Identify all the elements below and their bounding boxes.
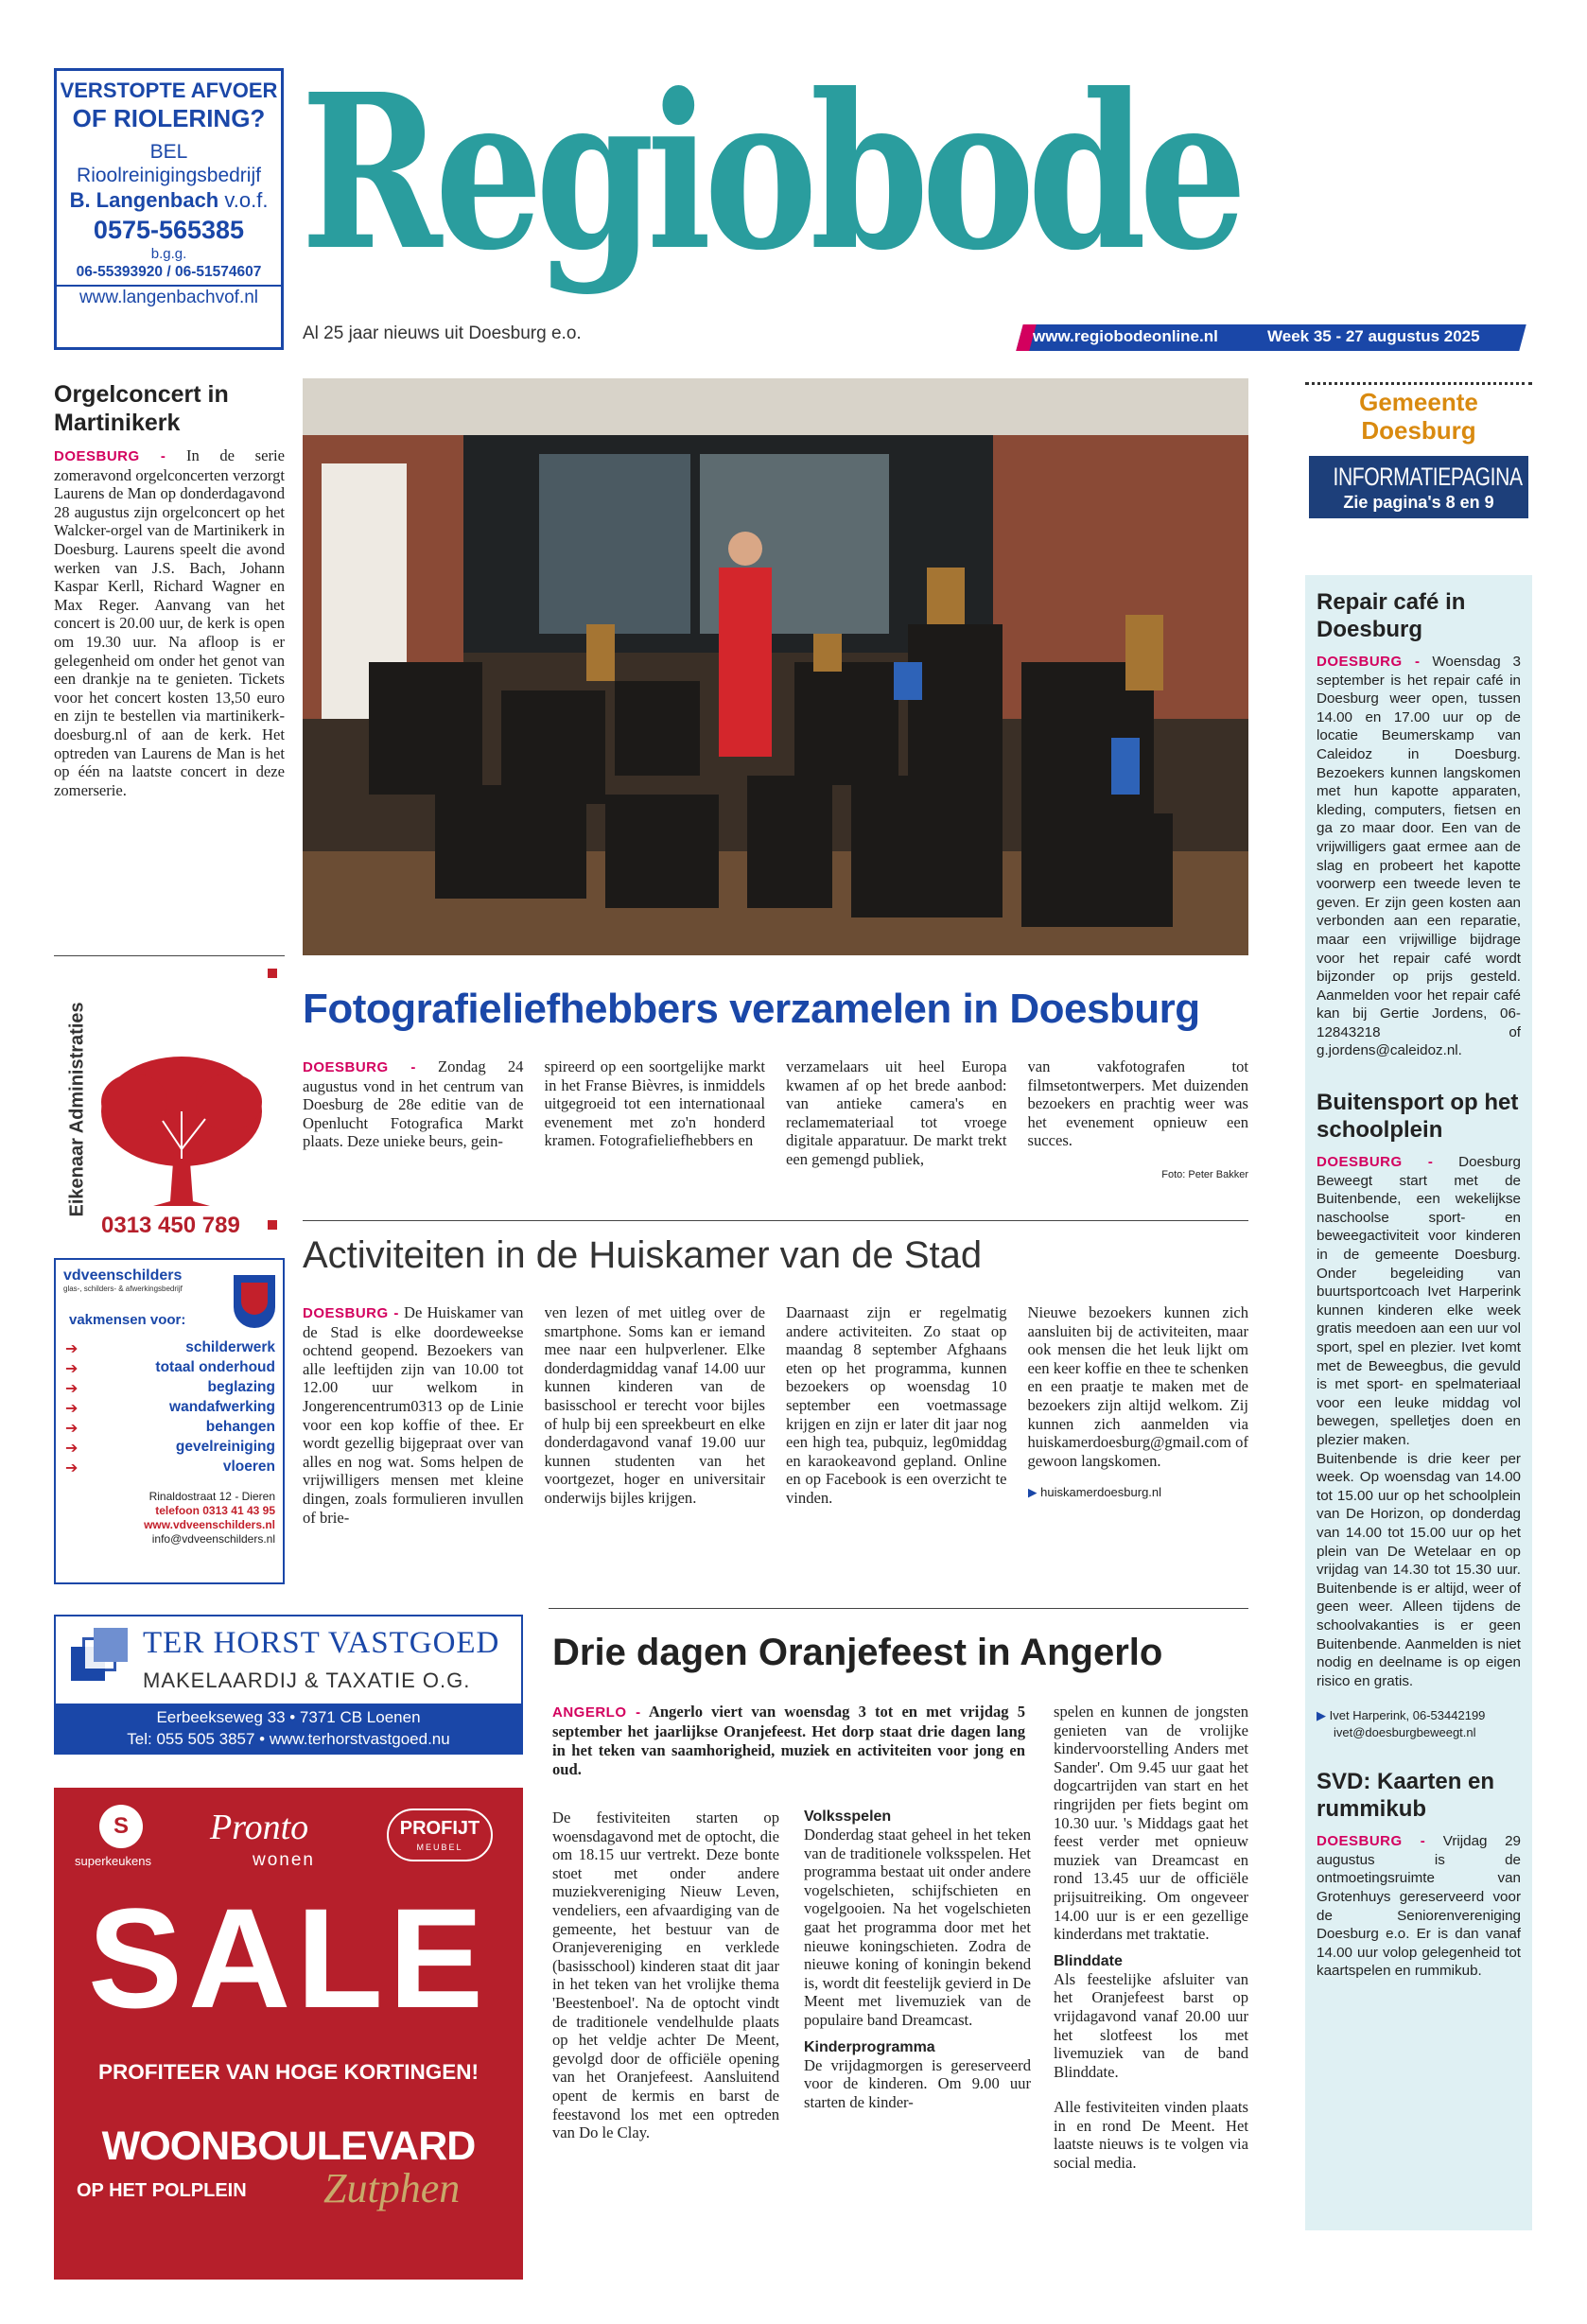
- huiskamer-col: Nieuwe bezoekers kunnen zich aansluiten bij de activiteiten, maar ook mensen die het leuk lijkt om een keer koffie en thee te schenken en een praatje te maken met de bezoekers zijn altijd welkom. Zij kunnen zich aanmelden via huiskamerdoesburg@gmail.com of gewoon langskomen.: [1027, 1303, 1248, 1470]
- brand-pronto-sub: wonen: [253, 1850, 315, 1870]
- link-arrow-icon: ▶: [1317, 1708, 1326, 1723]
- oranje-sub2: Kinderprogramma: [804, 2038, 935, 2055]
- masthead-url[interactable]: www.regiobodeonline.nl: [1033, 327, 1218, 345]
- gemeente-title1: Gemeente: [1359, 388, 1478, 416]
- foto-place: DOESBURG -: [303, 1059, 416, 1075]
- vdveen-email[interactable]: info@vdveenschilders.nl: [151, 1532, 275, 1546]
- brand-profijt: [387, 1809, 493, 1861]
- oranje-place: ANGERLO -: [552, 1704, 641, 1721]
- riool-ad: [54, 68, 284, 350]
- eikenaar-phone: 0313 450 789: [101, 1213, 240, 1238]
- buitensport-title: Buitensport op het schoolplein: [1317, 1090, 1519, 1144]
- orgel-body: In de serie zomeravond orgelconcerten verzorgt Laurens de Man op donderdagavond 28 augustus zijn orgelconcert op het Walcker-orgel van de Martinikerk in Doesburg. Laurens speelt die avond werken van J.S. Bach, Johann Kaspar Kerll, Richard Wagner en Max Reger. Aanvang van het concert is 20.00 uur, de kerk is open om 19.30 uur. Na afloop is er gelegenheid om onder het genot van een drankje na te genieten. Tickets voor het concert kosten 13,50 euro en zijn te bestellen via martinikerk-doesburg.nl of aan de kerk. Het optreden van Laurens de Man is het op één na laatste concert in deze zomerserie.: [54, 446, 285, 799]
- woonboulevard-op: OP HET POLPLEIN: [77, 2180, 247, 2201]
- eikenaar-square: [268, 1220, 277, 1230]
- sale-ad: [54, 1788, 523, 2280]
- vdveen-sub: glas-, schilders- & afwerkingsbedrijf: [63, 1284, 183, 1293]
- vdveen-service: behangen: [205, 1419, 275, 1435]
- oranje-lead: [552, 1703, 1025, 1779]
- vdveen-service: totaal onderhoud: [155, 1359, 275, 1375]
- gemeente-badge-label: INFORMATIEPAGINA: [1333, 463, 1523, 491]
- tree-icon: [96, 1045, 267, 1225]
- oranje-col1-text: De festiviteiten starten op woensdagavond met de optocht, die om 18.15 uur vertrekt. Deze bonte stoet met onder andere muziekvereniging Nieuw Leven, vendeliers, een afvaardiging van de gemeente, het bestuur van de Oranjevereniging en verklede (basisschool) kinderen staat dit jaar in het teken van het vrolijke thema 'Beestenboel'. Na de optocht vindt de traditionele vendelhulde plaats op het veldje achter De Meent, gevolgd door de officiële opening van het Oranjefeest. Aansluitend opent de kermis en barst de feestavond los met een optreden van Do le Clay.: [552, 1809, 779, 2142]
- repair-title: Repair café in Doesburg: [1317, 589, 1466, 642]
- sale-headline: SALE: [87, 1878, 490, 2037]
- brand-superkeukens: superkeukens: [75, 1854, 151, 1868]
- vdveen-intro: vakmensen voor:: [69, 1312, 186, 1328]
- vdveen-name: vdveenschilders: [63, 1267, 183, 1284]
- oranje-col3a: spelen en kunnen de jongsten genieten van de vrolijke kindervoorstelling Anders met Sander'. Om 9.45 uur gaat het dogcartrijden van start en het ringrijden per fiets begint om 10.30 uur. 's Middags gaat het feest verder met opnieuw muziek van Dreamcast en rond 13.45 uur de officiële prijsuitreiking. Om ongeveer 14.00 uur is er een gezellige kinderdans met traktatie.: [1054, 1703, 1248, 1944]
- foto-col: van vakfotografen tot filmsetontwerpers. Met duizenden bezoekers en prachtig weer was het evenement opnieuw een succes.: [1027, 1057, 1248, 1150]
- repair-place: DOESBURG -: [1317, 654, 1421, 670]
- oranje-col3b: Als feestelijke afsluiter van het Oranjefeest barst op vrijdagavond vanaf 20.00 uur het slotfeest los met livemuziek van de band Blinddate.: [1054, 1969, 1248, 2081]
- oranje-col2: [804, 1809, 1031, 2111]
- huiskamer-col: Daarnaast zijn er regelmatig andere activiteiten. Zo staat op maandag 8 september Afghaans eten op het programma, kunnen bezoekers op woensdag 10 september een voetmassage krijgen en zijn er later dit jaar nog een high tea, pubquiz, leg0middag en karaokeavond gepland. Online en op Facebook is een overzicht te vinden.: [786, 1303, 1007, 1507]
- vdveen-services: [63, 1337, 275, 1477]
- terhorst-address: Eerbeekseweg 33 • 7371 CB Loenen: [156, 1708, 421, 1726]
- divider: [54, 955, 285, 956]
- huiskamer-col: De Huiskamer van de Stad is elke doordeweekse ochtend geopend. Bezoekers van alle leeftijden zijn van 10.00 tot 12.00 uur welkom in Jongerencentrum0313 op de Linie voor een kop koffie of thee. Er wordt gezellig bijgepraat over van alles en nog wat. Soms helpen de vrijwilligers mensen met kleine dingen, zoals formulieren invullen of brie-: [303, 1303, 524, 1527]
- oranje-col1: [552, 1809, 779, 2142]
- link-arrow-icon: ▶: [1027, 1485, 1038, 1500]
- building-icon: [71, 1634, 128, 1683]
- foto-body: [303, 1057, 1248, 1180]
- huiskamer-col: ven lezen of met uitleg over de smartphone. Soms kan er iemand mee naar een hulpverlener. Elke donderdagmiddag vanaf 14.00 uur kunnen kinderen van de basisschool er terecht voor bijles of hulp bij een spreekbeurt en elke donderdagavond vanaf 19.00 uur kunnen studenten van het voortgezet, hoger en universitair onderwijs bijles krijgen.: [544, 1303, 765, 1507]
- oranje-sub3: Blinddate: [1054, 1952, 1123, 1969]
- terhorst-ad: [54, 1615, 523, 1755]
- foto-col: verzamelaars uit heel Europa kwamen af op het brede aanbod: van antieke camera's en reclamemateriaal tot vroege digitale apparatuur. De markt trekt een gemengd publiek,: [786, 1057, 1007, 1168]
- terhorst-name: TER HORST VASTGOED: [143, 1626, 500, 1660]
- masthead-edition: Week 35 - 27 augustus 2025: [1267, 327, 1480, 345]
- svd-body: Vrijdag 29 augustus is de ontmoetingsruimte van Grotenhuys gereserveerd voor de Seniorenvereniging Doesburg e.o. Er is dan vanaf 14.00 uur volop gelegenheid tot kaartspelen en rummikub.: [1317, 1833, 1521, 1980]
- riool-ad-name: B. Langenbach: [69, 188, 219, 212]
- divider: [549, 1608, 1248, 1609]
- vdveen-service: gevelreiniging: [175, 1439, 275, 1455]
- buitensport-place: DOESBURG -: [1317, 1154, 1434, 1171]
- woonboulevard-city: Zutphen: [323, 2165, 461, 2211]
- foto-credit: Foto: Peter Bakker: [1161, 1168, 1248, 1180]
- eikenaar-ad: [54, 965, 285, 1249]
- woonboulevard: WOONBOULEVARD: [101, 2123, 476, 2169]
- huiskamer-link[interactable]: huiskamerdoesburg.nl: [1040, 1485, 1162, 1500]
- orgel-place: DOESBURG -: [54, 448, 166, 464]
- foto-col: spireerd op een soortgelijke markt in het Franse Bièvres, is inmiddels uitgegroeid tot een internationaal evenement met zo'n honderd kramen. Fotografieliefhebbers en: [544, 1057, 765, 1150]
- oranje-lead-text: Angerlo viert van woensdag 3 tot en met vrijdag 5 september het jaarlijkse Oranjefeest. Het dorp staat drie dagen lang in het teken van saamhorigheid, muziek en activiteiten voor jong en oud.: [552, 1703, 1026, 1778]
- vdveen-web[interactable]: www.vdveenschilders.nl: [144, 1518, 275, 1531]
- gemeente-see: Zie pagina's 8 en 9: [1343, 493, 1494, 512]
- eikenaar-name: Eikenaar Administraties: [66, 1002, 88, 1217]
- riool-ad-bgg: b.g.g.: [150, 246, 187, 262]
- vdveen-address: Rinaldostraat 12 - Dieren: [148, 1490, 275, 1503]
- gemeente-badge[interactable]: [1309, 456, 1528, 518]
- masthead-title: Regiobode: [301, 48, 1240, 298]
- riool-ad-line2: OF RIOLERING?: [72, 104, 266, 132]
- vdveen-service: beglazing: [207, 1379, 275, 1395]
- brand-profijt-sub: MEUBEL: [416, 1843, 463, 1852]
- huiskamer-body: [303, 1303, 1248, 1527]
- buitensport-contact1: Ivet Harperink, 06-53442199: [1329, 1708, 1486, 1723]
- oranje-col2b: De vrijdagmorgen is gereserveerd voor de kinderen. Om 9.00 uur starten de kinder-: [804, 2055, 1031, 2111]
- sale-tagline: PROFITEER VAN HOGE KORTINGEN!: [97, 2060, 480, 2084]
- vdveen-service: vloeren: [222, 1459, 275, 1475]
- vdveen-ad: [54, 1258, 285, 1584]
- huiskamer-title: Activiteiten in de Huiskamer van de Stad: [303, 1234, 983, 1276]
- arrow-icon: ➔ ➔ ➔ ➔ ➔ ➔ ➔: [65, 1341, 78, 1477]
- oranje-title: Drie dagen Oranjefeest in Angerlo: [552, 1632, 1163, 1673]
- riool-ad-mobiles: 06-55393920 / 06-51574607: [76, 264, 262, 280]
- vdveen-service: wandafwerking: [169, 1399, 275, 1415]
- orgel-article: [54, 380, 285, 799]
- buitensport-body2: Buitenbende is drie keer per week. Op woensdag van 14.00 tot 15.00 uur op het schoolplein van De Horizon, op donderdag van 14.00 tot 15.00 uur op het plein van De Wetelaar en op vrijdag van 14.30 tot 15.30 uur. Buitenbende is er altijd, weer of geen weer. Alleen tijdens de schoolvakanties is er geen Buitenbende. Aanmelden is niet nodig en deelname is op eigen risico en gratis.: [1317, 1450, 1521, 1689]
- foto-col: Zondag 24 augustus vond in het centrum van Doesburg de 28e editie van de Openlucht Fotografica Markt plaats. Deze unieke beurs, gein-: [303, 1057, 524, 1151]
- riool-ad-bel: BEL: [149, 141, 188, 163]
- huiskamer-place: DOESBURG -: [303, 1305, 399, 1321]
- masthead-tagline: Al 25 jaar nieuws uit Doesburg e.o.: [303, 323, 582, 343]
- orgel-title: Orgelconcert in Martinikerk: [54, 381, 229, 436]
- foto-title: Fotografieliefhebbers verzamelen in Doesburg: [303, 986, 1200, 1032]
- brand-pronto: Pronto: [210, 1808, 309, 1847]
- eikenaar-square: [268, 969, 277, 978]
- oranje-col2a: Donderdag staat geheel in het teken van de traditionele volksspelen. Het programma bestaat uit onder andere vogelschieten, schijfschieten en vogelgooien. Na het vogelschieten gaat het programma door met het nieuwe koningschieten. Zodra de nieuwe koning of koningin bekend is, wordt dit feestelijk gevierd in De Meent met livemuziek van de populaire band Dreamcast.: [804, 1826, 1031, 2029]
- riool-ad-company: Rioolreinigingsbedrijf: [77, 165, 261, 186]
- divider: [303, 1220, 1248, 1221]
- svd-title: SVD: Kaarten en rummikub: [1317, 1769, 1495, 1823]
- buitensport-contact2[interactable]: ivet@doesburgbeweegt.nl: [1334, 1725, 1476, 1740]
- svd-place: DOESBURG -: [1317, 1833, 1426, 1850]
- gemeente-title2: Doesburg: [1361, 416, 1476, 445]
- oranje-col3: [1054, 1703, 1248, 2173]
- oranje-col3c: Alle festiviteiten vinden plaats in en rond De Meent. Het laatste nieuws is te volgen via social media.: [1054, 2098, 1248, 2173]
- sidebar: [1305, 575, 1532, 2230]
- riool-ad-phone: 0575-565385: [93, 216, 245, 244]
- buitensport-body: Doesburg Beweegt start met de Buitenbende, een wekelijkse naschoolse sport- en beweegactiviteit voor kinderen in de gemeente Doesburg. Onder begeleiding van buurtsportcoach Ivet Harperink kunnen kinderen elke week gratis meedoen aan een uur vol sport, spel en plezier. Ivet komt met de Beweegbus, die gevuld is met sport- en spelmateriaal voor een leuke middag vol bewegen, spelletjes doen en plezier maken.: [1317, 1154, 1521, 1448]
- oranje-sub1: Volksspelen: [804, 1809, 892, 1825]
- riool-ad-line1: VERSTOPTE AFVOER: [60, 79, 278, 102]
- divider: [1305, 382, 1532, 385]
- fotomarkt-photo: [303, 378, 1248, 955]
- shield-icon: [234, 1275, 275, 1328]
- terhorst-sub: MAKELAARDIJ & TAXATIE O.G.: [143, 1669, 471, 1692]
- riool-ad-web: www.langenbachvof.nl: [57, 285, 281, 309]
- vdveen-service: schilderwerk: [185, 1339, 275, 1355]
- brand-profijt-label: PROFIJT: [399, 1818, 480, 1839]
- terhorst-contact: Tel: 055 505 3857 • www.terhorstvastgoed.nu: [127, 1730, 450, 1748]
- gemeente-box: [1305, 388, 1532, 518]
- riool-ad-suffix: v.o.f.: [224, 188, 269, 212]
- repair-body: Woensdag 3 september is het repair café in Doesburg weer open, tussen 14.00 en 17.00 uur op de locatie Beumerskamp van Caleidoz in Doesburg. Bezoekers kunnen langskomen met hun kapotte apparaten, kleding, computers, fietsen en ga zo maar door. Een van de vrijwilligers gaat ermee aan de slag en probeert het kapotte voorwerp een tweede leven te geven. Er zijn geen kosten aan verbonden aan een reparatie, maar een vrijwillige bijdrage voor het repair café wordt bijzonder op prijs gesteld. Aanmelden voor het repair café kan bij Gertie Jordens, 06-12843218 of g.jordens@caleidoz.nl.: [1317, 654, 1521, 1059]
- sk-logo-icon: S: [99, 1805, 143, 1848]
- vdveen-phone: telefoon 0313 41 43 95: [155, 1504, 275, 1517]
